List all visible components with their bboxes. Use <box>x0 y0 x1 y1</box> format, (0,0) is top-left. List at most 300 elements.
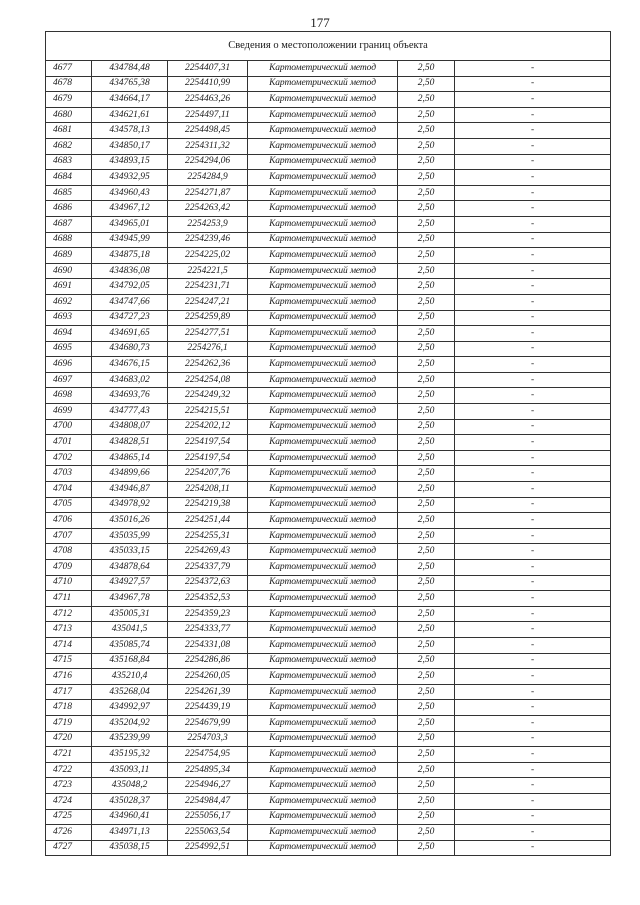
point-number-cell: 4700 <box>46 419 92 435</box>
method-cell: Картометрический метод <box>248 575 398 591</box>
point-number-cell: 4713 <box>46 622 92 638</box>
point-number-cell: 4702 <box>46 450 92 466</box>
x-coordinate-cell: 435016,26 <box>92 513 168 529</box>
accuracy-cell: 2,50 <box>398 715 455 731</box>
table-row <box>46 669 611 685</box>
x-coordinate-cell: 434693,76 <box>92 388 168 404</box>
method-cell: Картометрический метод <box>248 248 398 264</box>
x-coordinate-cell: 434784,48 <box>92 61 168 77</box>
method-cell: Картометрический метод <box>248 809 398 825</box>
method-cell: Картометрический метод <box>248 263 398 279</box>
point-number-cell: 4725 <box>46 809 92 825</box>
point-number-cell: 4701 <box>46 435 92 451</box>
description-cell: - <box>455 528 611 544</box>
table-row <box>46 248 611 264</box>
y-coordinate-cell: 2254333,77 <box>168 622 248 638</box>
x-coordinate-cell: 434967,12 <box>92 201 168 217</box>
method-cell: Картометрический метод <box>248 357 398 373</box>
y-coordinate-cell: 2254679,99 <box>168 715 248 731</box>
y-coordinate-cell: 2254249,32 <box>168 388 248 404</box>
accuracy-cell: 2,50 <box>398 92 455 108</box>
accuracy-cell: 2,50 <box>398 107 455 123</box>
point-number-cell: 4714 <box>46 637 92 653</box>
method-cell: Картометрический метод <box>248 279 398 295</box>
point-number-cell: 4721 <box>46 747 92 763</box>
accuracy-cell: 2,50 <box>398 450 455 466</box>
point-number-cell: 4687 <box>46 216 92 232</box>
y-coordinate-cell: 2254259,89 <box>168 310 248 326</box>
point-number-cell: 4694 <box>46 326 92 342</box>
y-coordinate-cell: 2254439,19 <box>168 700 248 716</box>
point-number-cell: 4681 <box>46 123 92 139</box>
description-cell: - <box>455 107 611 123</box>
point-number-cell: 4680 <box>46 107 92 123</box>
x-coordinate-cell: 435168,84 <box>92 653 168 669</box>
point-number-cell: 4689 <box>46 248 92 264</box>
description-cell: - <box>455 747 611 763</box>
description-cell: - <box>455 560 611 576</box>
accuracy-cell: 2,50 <box>398 591 455 607</box>
y-coordinate-cell: 2254215,51 <box>168 404 248 420</box>
point-number-cell: 4688 <box>46 232 92 248</box>
accuracy-cell: 2,50 <box>398 528 455 544</box>
point-number-cell: 4724 <box>46 793 92 809</box>
y-coordinate-cell: 2254992,51 <box>168 840 248 856</box>
y-coordinate-cell: 2254271,87 <box>168 185 248 201</box>
point-number-cell: 4696 <box>46 357 92 373</box>
point-number-cell: 4706 <box>46 513 92 529</box>
accuracy-cell: 2,50 <box>398 700 455 716</box>
y-coordinate-cell: 2254294,06 <box>168 154 248 170</box>
accuracy-cell: 2,50 <box>398 216 455 232</box>
accuracy-cell: 2,50 <box>398 793 455 809</box>
table-row <box>46 232 611 248</box>
description-cell: - <box>455 123 611 139</box>
x-coordinate-cell: 435268,04 <box>92 684 168 700</box>
y-coordinate-cell: 2254410,99 <box>168 76 248 92</box>
table-row <box>46 528 611 544</box>
description-cell: - <box>455 544 611 560</box>
x-coordinate-cell: 434621,61 <box>92 107 168 123</box>
accuracy-cell: 2,50 <box>398 201 455 217</box>
table-row <box>46 170 611 186</box>
method-cell: Картометрический метод <box>248 825 398 841</box>
table-row <box>46 107 611 123</box>
description-cell: - <box>455 637 611 653</box>
y-coordinate-cell: 2254407,31 <box>168 61 248 77</box>
x-coordinate-cell: 434683,02 <box>92 372 168 388</box>
y-coordinate-cell: 2254225,02 <box>168 248 248 264</box>
method-cell: Картометрический метод <box>248 669 398 685</box>
accuracy-cell: 2,50 <box>398 637 455 653</box>
x-coordinate-cell: 434747,66 <box>92 294 168 310</box>
description-cell: - <box>455 357 611 373</box>
accuracy-cell: 2,50 <box>398 248 455 264</box>
accuracy-cell: 2,50 <box>398 762 455 778</box>
y-coordinate-cell: 2254219,38 <box>168 497 248 513</box>
y-coordinate-cell: 2254276,1 <box>168 341 248 357</box>
y-coordinate-cell: 2254231,71 <box>168 279 248 295</box>
table-row <box>46 341 611 357</box>
accuracy-cell: 2,50 <box>398 294 455 310</box>
description-cell: - <box>455 653 611 669</box>
accuracy-cell: 2,50 <box>398 482 455 498</box>
method-cell: Картометрический метод <box>248 404 398 420</box>
point-number-cell: 4705 <box>46 497 92 513</box>
method-cell: Картометрический метод <box>248 138 398 154</box>
table-row <box>46 778 611 794</box>
accuracy-cell: 2,50 <box>398 357 455 373</box>
x-coordinate-cell: 434777,43 <box>92 404 168 420</box>
method-cell: Картометрический метод <box>248 419 398 435</box>
y-coordinate-cell: 2254221,5 <box>168 263 248 279</box>
description-cell: - <box>455 61 611 77</box>
y-coordinate-cell: 2254262,36 <box>168 357 248 373</box>
method-cell: Картометрический метод <box>248 388 398 404</box>
description-cell: - <box>455 76 611 92</box>
method-cell: Картометрический метод <box>248 450 398 466</box>
method-cell: Картометрический метод <box>248 123 398 139</box>
y-coordinate-cell: 2254498,45 <box>168 123 248 139</box>
y-coordinate-cell: 2254946,27 <box>168 778 248 794</box>
description-cell: - <box>455 170 611 186</box>
description-cell: - <box>455 388 611 404</box>
x-coordinate-cell: 434899,66 <box>92 466 168 482</box>
y-coordinate-cell: 2254277,51 <box>168 326 248 342</box>
point-number-cell: 4691 <box>46 279 92 295</box>
point-number-cell: 4707 <box>46 528 92 544</box>
table-row <box>46 715 611 731</box>
point-number-cell: 4716 <box>46 669 92 685</box>
description-cell: - <box>455 154 611 170</box>
point-number-cell: 4709 <box>46 560 92 576</box>
x-coordinate-cell: 435005,31 <box>92 606 168 622</box>
description-cell: - <box>455 138 611 154</box>
method-cell: Картометрический метод <box>248 700 398 716</box>
description-cell: - <box>455 731 611 747</box>
description-cell: - <box>455 466 611 482</box>
description-cell: - <box>455 684 611 700</box>
y-coordinate-cell: 2254703,3 <box>168 731 248 747</box>
method-cell: Картометрический метод <box>248 201 398 217</box>
method-cell: Картометрический метод <box>248 622 398 638</box>
method-cell: Картометрический метод <box>248 154 398 170</box>
table-row <box>46 560 611 576</box>
point-number-cell: 4692 <box>46 294 92 310</box>
table-row <box>46 154 611 170</box>
accuracy-cell: 2,50 <box>398 170 455 186</box>
accuracy-cell: 2,50 <box>398 622 455 638</box>
description-cell: - <box>455 185 611 201</box>
point-number-cell: 4712 <box>46 606 92 622</box>
table-row <box>46 591 611 607</box>
description-cell: - <box>455 622 611 638</box>
method-cell: Картометрический метод <box>248 61 398 77</box>
y-coordinate-cell: 2254255,31 <box>168 528 248 544</box>
x-coordinate-cell: 434680,73 <box>92 341 168 357</box>
x-coordinate-cell: 434967,78 <box>92 591 168 607</box>
method-cell: Картометрический метод <box>248 637 398 653</box>
table-row <box>46 606 611 622</box>
x-coordinate-cell: 434828,51 <box>92 435 168 451</box>
method-cell: Картометрический метод <box>248 528 398 544</box>
accuracy-cell: 2,50 <box>398 435 455 451</box>
x-coordinate-cell: 434578,13 <box>92 123 168 139</box>
table-row <box>46 419 611 435</box>
y-coordinate-cell: 2254352,53 <box>168 591 248 607</box>
table-header-row <box>46 32 611 61</box>
method-cell: Картометрический метод <box>248 762 398 778</box>
method-cell: Картометрический метод <box>248 653 398 669</box>
table-header: Сведения о местоположении границ объекта <box>46 32 611 61</box>
point-number-cell: 4715 <box>46 653 92 669</box>
x-coordinate-cell: 435035,99 <box>92 528 168 544</box>
point-number-cell: 4703 <box>46 466 92 482</box>
accuracy-cell: 2,50 <box>398 606 455 622</box>
x-coordinate-cell: 434927,57 <box>92 575 168 591</box>
y-coordinate-cell: 2254337,79 <box>168 560 248 576</box>
x-coordinate-cell: 434808,07 <box>92 419 168 435</box>
x-coordinate-cell: 435041,5 <box>92 622 168 638</box>
y-coordinate-cell: 2254331,08 <box>168 637 248 653</box>
point-number-cell: 4717 <box>46 684 92 700</box>
method-cell: Картометрический метод <box>248 466 398 482</box>
y-coordinate-cell: 2254895,34 <box>168 762 248 778</box>
method-cell: Картометрический метод <box>248 326 398 342</box>
y-coordinate-cell: 2254207,76 <box>168 466 248 482</box>
description-cell: - <box>455 825 611 841</box>
table-row <box>46 92 611 108</box>
x-coordinate-cell: 434971,13 <box>92 825 168 841</box>
y-coordinate-cell: 2255056,17 <box>168 809 248 825</box>
point-number-cell: 4722 <box>46 762 92 778</box>
table-row <box>46 466 611 482</box>
table-row <box>46 294 611 310</box>
table-row <box>46 747 611 763</box>
table-row <box>46 185 611 201</box>
table-row <box>46 575 611 591</box>
y-coordinate-cell: 2254239,46 <box>168 232 248 248</box>
y-coordinate-cell: 2254372,63 <box>168 575 248 591</box>
accuracy-cell: 2,50 <box>398 653 455 669</box>
x-coordinate-cell: 434691,65 <box>92 326 168 342</box>
method-cell: Картометрический метод <box>248 435 398 451</box>
table-row <box>46 357 611 373</box>
table-row <box>46 497 611 513</box>
table-row <box>46 840 611 856</box>
description-cell: - <box>455 575 611 591</box>
y-coordinate-cell: 2255063,54 <box>168 825 248 841</box>
y-coordinate-cell: 2254359,23 <box>168 606 248 622</box>
table-row <box>46 279 611 295</box>
table-row <box>46 326 611 342</box>
y-coordinate-cell: 2254463,26 <box>168 92 248 108</box>
accuracy-cell: 2,50 <box>398 154 455 170</box>
description-cell: - <box>455 840 611 856</box>
point-number-cell: 4678 <box>46 76 92 92</box>
description-cell: - <box>455 715 611 731</box>
description-cell: - <box>455 606 611 622</box>
table-row <box>46 637 611 653</box>
description-cell: - <box>455 762 611 778</box>
accuracy-cell: 2,50 <box>398 513 455 529</box>
x-coordinate-cell: 434836,08 <box>92 263 168 279</box>
y-coordinate-cell: 2254286,86 <box>168 653 248 669</box>
method-cell: Картометрический метод <box>248 544 398 560</box>
method-cell: Картометрический метод <box>248 216 398 232</box>
method-cell: Картометрический метод <box>248 372 398 388</box>
accuracy-cell: 2,50 <box>398 747 455 763</box>
table-row <box>46 61 611 77</box>
y-coordinate-cell: 2254202,12 <box>168 419 248 435</box>
table-row <box>46 513 611 529</box>
x-coordinate-cell: 435195,32 <box>92 747 168 763</box>
point-number-cell: 4719 <box>46 715 92 731</box>
point-number-cell: 4710 <box>46 575 92 591</box>
accuracy-cell: 2,50 <box>398 778 455 794</box>
accuracy-cell: 2,50 <box>398 263 455 279</box>
accuracy-cell: 2,50 <box>398 825 455 841</box>
table-row <box>46 825 611 841</box>
x-coordinate-cell: 434946,87 <box>92 482 168 498</box>
description-cell: - <box>455 497 611 513</box>
description-cell: - <box>455 450 611 466</box>
y-coordinate-cell: 2254208,11 <box>168 482 248 498</box>
table-row <box>46 793 611 809</box>
point-number-cell: 4682 <box>46 138 92 154</box>
table-row <box>46 762 611 778</box>
y-coordinate-cell: 2254253,9 <box>168 216 248 232</box>
x-coordinate-cell: 434932,95 <box>92 170 168 186</box>
accuracy-cell: 2,50 <box>398 76 455 92</box>
accuracy-cell: 2,50 <box>398 419 455 435</box>
method-cell: Картометрический метод <box>248 482 398 498</box>
x-coordinate-cell: 434676,15 <box>92 357 168 373</box>
method-cell: Картометрический метод <box>248 684 398 700</box>
method-cell: Картометрический метод <box>248 107 398 123</box>
table-row <box>46 482 611 498</box>
x-coordinate-cell: 434945,99 <box>92 232 168 248</box>
description-cell: - <box>455 809 611 825</box>
table-row <box>46 201 611 217</box>
method-cell: Картометрический метод <box>248 606 398 622</box>
accuracy-cell: 2,50 <box>398 372 455 388</box>
description-cell: - <box>455 310 611 326</box>
x-coordinate-cell: 434865,14 <box>92 450 168 466</box>
y-coordinate-cell: 2254251,44 <box>168 513 248 529</box>
x-coordinate-cell: 434875,18 <box>92 248 168 264</box>
method-cell: Картометрический метод <box>248 232 398 248</box>
y-coordinate-cell: 2254984,47 <box>168 793 248 809</box>
x-coordinate-cell: 434992,97 <box>92 700 168 716</box>
y-coordinate-cell: 2254254,08 <box>168 372 248 388</box>
accuracy-cell: 2,50 <box>398 404 455 420</box>
point-number-cell: 4683 <box>46 154 92 170</box>
description-cell: - <box>455 482 611 498</box>
page-number: 177 <box>310 15 330 30</box>
point-number-cell: 4677 <box>46 61 92 77</box>
x-coordinate-cell: 434965,01 <box>92 216 168 232</box>
point-number-cell: 4727 <box>46 840 92 856</box>
point-number-cell: 4685 <box>46 185 92 201</box>
accuracy-cell: 2,50 <box>398 185 455 201</box>
x-coordinate-cell: 435239,99 <box>92 731 168 747</box>
accuracy-cell: 2,50 <box>398 575 455 591</box>
point-number-cell: 4699 <box>46 404 92 420</box>
method-cell: Картометрический метод <box>248 341 398 357</box>
accuracy-cell: 2,50 <box>398 684 455 700</box>
y-coordinate-cell: 2254284,9 <box>168 170 248 186</box>
method-cell: Картометрический метод <box>248 185 398 201</box>
accuracy-cell: 2,50 <box>398 232 455 248</box>
y-coordinate-cell: 2254260,05 <box>168 669 248 685</box>
y-coordinate-cell: 2254247,21 <box>168 294 248 310</box>
description-cell: - <box>455 279 611 295</box>
x-coordinate-cell: 434850,17 <box>92 138 168 154</box>
point-number-cell: 4693 <box>46 310 92 326</box>
table-row <box>46 310 611 326</box>
method-cell: Картометрический метод <box>248 170 398 186</box>
description-cell: - <box>455 232 611 248</box>
x-coordinate-cell: 434664,17 <box>92 92 168 108</box>
accuracy-cell: 2,50 <box>398 123 455 139</box>
point-number-cell: 4695 <box>46 341 92 357</box>
method-cell: Картометрический метод <box>248 731 398 747</box>
table-row <box>46 263 611 279</box>
method-cell: Картометрический метод <box>248 497 398 513</box>
table-row <box>46 372 611 388</box>
description-cell: - <box>455 263 611 279</box>
accuracy-cell: 2,50 <box>398 731 455 747</box>
x-coordinate-cell: 434792,05 <box>92 279 168 295</box>
description-cell: - <box>455 372 611 388</box>
table-row <box>46 404 611 420</box>
accuracy-cell: 2,50 <box>398 310 455 326</box>
accuracy-cell: 2,50 <box>398 669 455 685</box>
description-cell: - <box>455 201 611 217</box>
description-cell: - <box>455 591 611 607</box>
x-coordinate-cell: 435048,2 <box>92 778 168 794</box>
table-row <box>46 684 611 700</box>
table-row <box>46 216 611 232</box>
table-row <box>46 76 611 92</box>
x-coordinate-cell: 435038,15 <box>92 840 168 856</box>
description-cell: - <box>455 419 611 435</box>
description-cell: - <box>455 294 611 310</box>
table-row <box>46 435 611 451</box>
method-cell: Картометрический метод <box>248 747 398 763</box>
point-number-cell: 4684 <box>46 170 92 186</box>
description-cell: - <box>455 700 611 716</box>
description-cell: - <box>455 248 611 264</box>
method-cell: Картометрический метод <box>248 560 398 576</box>
method-cell: Картометрический метод <box>248 76 398 92</box>
x-coordinate-cell: 435028,37 <box>92 793 168 809</box>
y-coordinate-cell: 2254311,32 <box>168 138 248 154</box>
description-cell: - <box>455 216 611 232</box>
point-number-cell: 4718 <box>46 700 92 716</box>
description-cell: - <box>455 404 611 420</box>
table-row <box>46 622 611 638</box>
y-coordinate-cell: 2254197,54 <box>168 450 248 466</box>
method-cell: Картометрический метод <box>248 513 398 529</box>
x-coordinate-cell: 434960,43 <box>92 185 168 201</box>
x-coordinate-cell: 434893,15 <box>92 154 168 170</box>
table-row <box>46 544 611 560</box>
table-row <box>46 450 611 466</box>
x-coordinate-cell: 434960,41 <box>92 809 168 825</box>
table-row <box>46 653 611 669</box>
